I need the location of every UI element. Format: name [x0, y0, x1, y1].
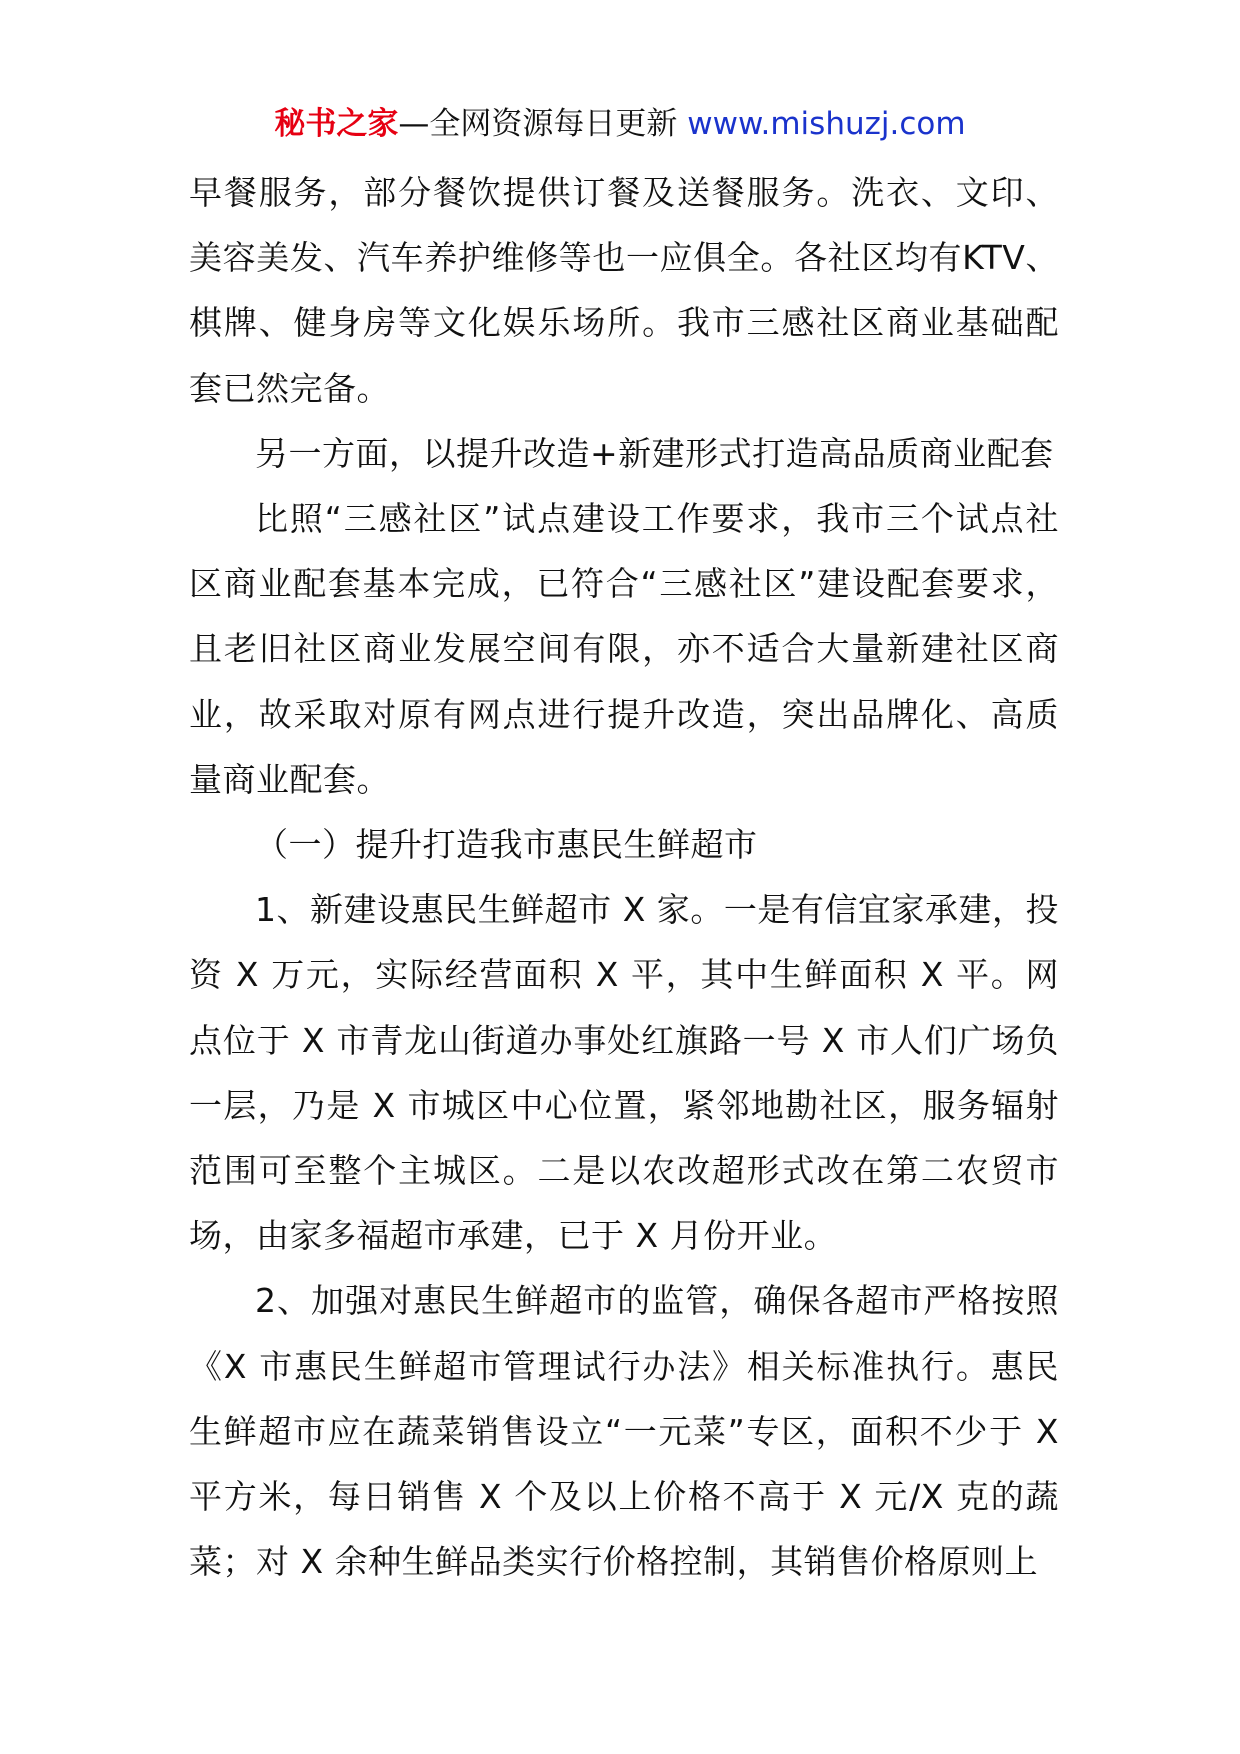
- brand-name: 秘书之家: [274, 106, 399, 142]
- site-url-link[interactable]: www.mishuzj.com: [687, 106, 966, 142]
- paragraph: 2、加强对惠民生鲜超市的监管，确保各超市严格按照《X 市惠民生鲜超市管理试行办法》相关标准执行。惠民生鲜超市应在蔬菜销售设立“一元菜”专区，面积不少于 X 平方米，每日销售 X 个及以上价格不高于 X 元/X 克的蔬菜；对 X 余种生鲜品类实行价格控制，其销售价格原则上: [189, 1281, 1059, 1582]
- page-header: [0, 102, 1240, 146]
- document-body: [189, 160, 1059, 1594]
- paragraph: 比照“三感社区”试点建设工作要求，我市三个试点社区商业配套基本完成，已符合“三感社区”建设配套要求，且老旧社区商业发展空间有限，亦不适合大量新建社区商业，故采取对原有网点进行提升改造，突出品牌化、高质量商业配套。: [189, 499, 1059, 799]
- paragraph: 1、新建设惠民生鲜超市 X 家。一是有信宜家承建，投资 X 万元，实际经营面积 X 平，其中生鲜面积 X 平。网点位于 X 市青龙山街道办事处红旗路一号 X 市人们广场负一层，乃是 X 市城区中心位置，紧邻地勘社区，服务辐射范围可至整个主城区。二是以农改超形式改在第二农贸市场，由家多福超市承建，已于 X 月份开业。: [189, 890, 1059, 1256]
- header-tagline: —全网资源每日更新: [398, 106, 678, 142]
- paragraph: 早餐服务，部分餐饮提供订餐及送餐服务。洗衣、文印、美容美发、汽车养护维修等也一应俱全。各社区均有KTV、棋牌、健身房等文化娱乐场所。我市三感社区商业基础配套已然完备。: [189, 173, 1059, 408]
- paragraph: 另一方面，以提升改造+新建形式打造高品质商业配套: [255, 433, 1054, 473]
- section-heading: （一）提升打造我市惠民生鲜超市: [255, 825, 758, 865]
